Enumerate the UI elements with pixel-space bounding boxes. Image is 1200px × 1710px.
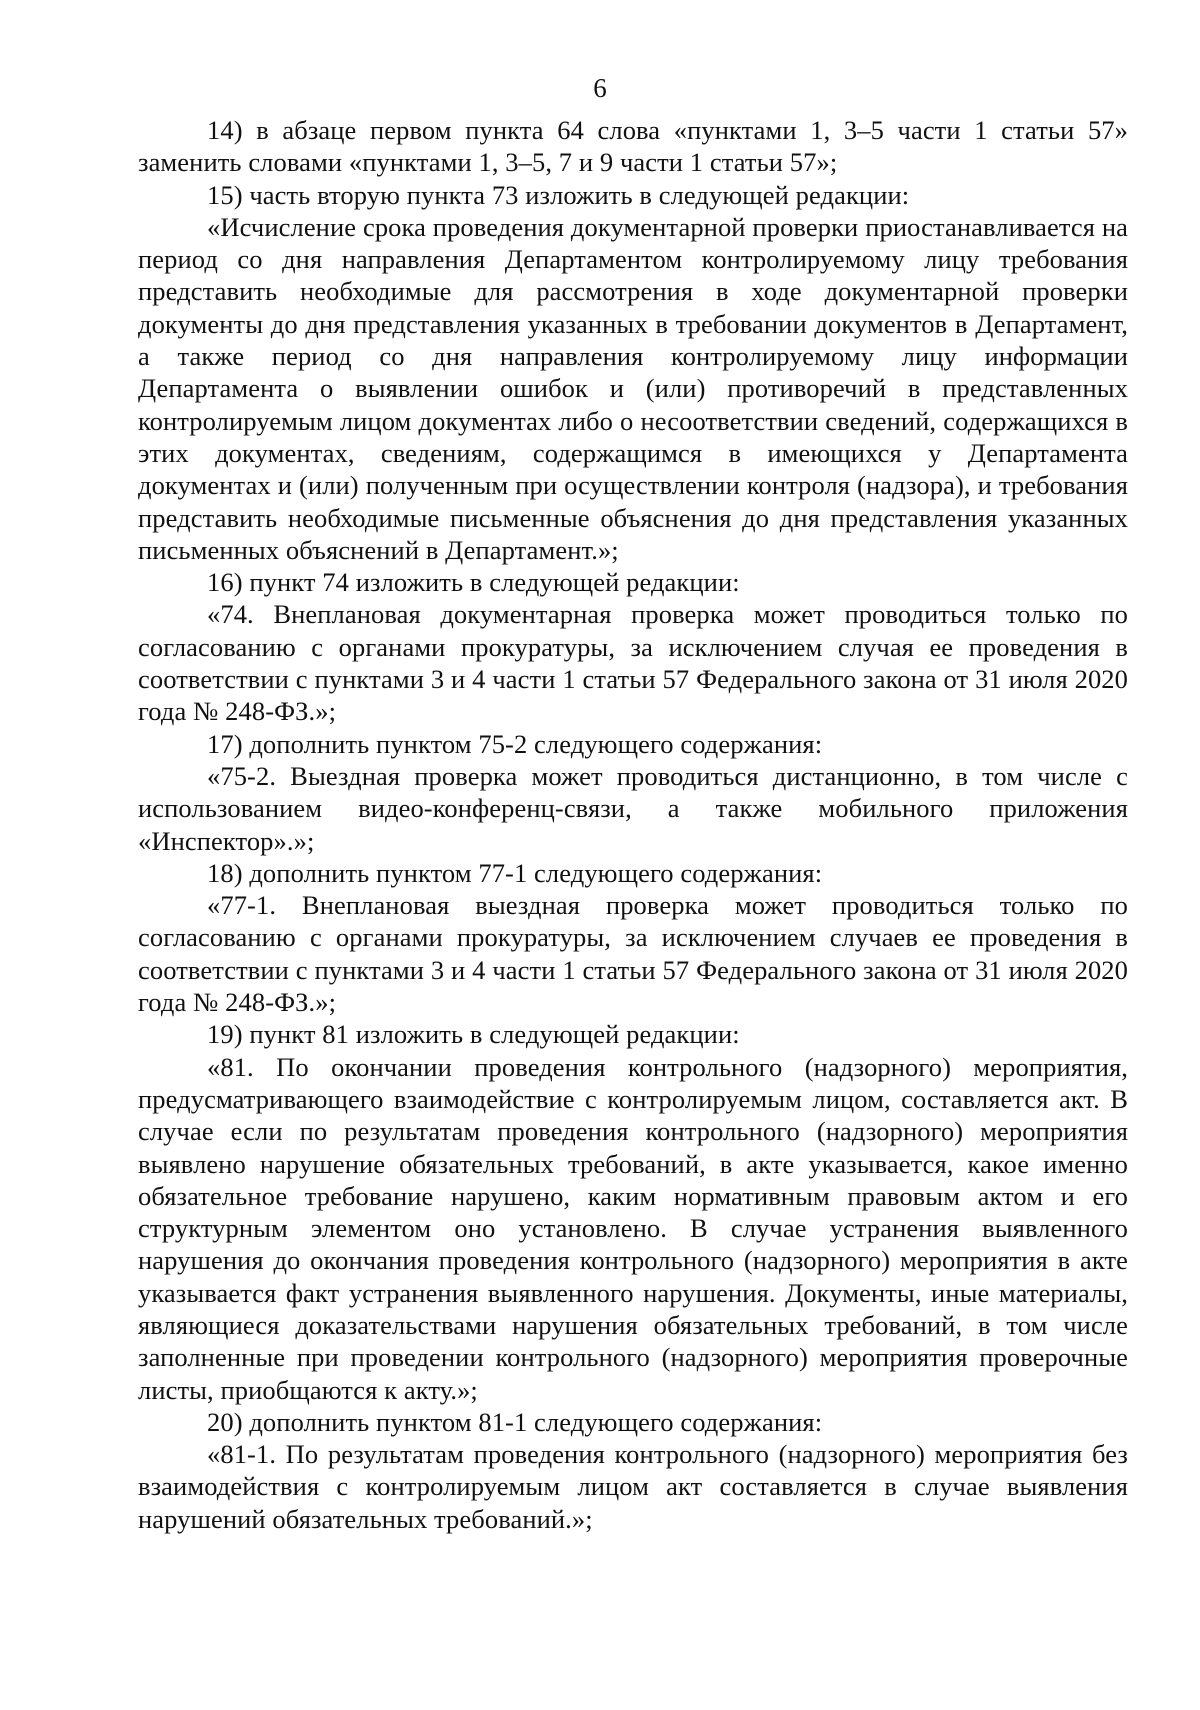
paragraph-item-20: 20) дополнить пунктом 81-1 следующего содержания: (207, 1406, 823, 1437)
paragraph-item-16: 16) пункт 74 изложить в следующей редакции: (207, 567, 740, 598)
paragraph-item-17: 17) дополнить пунктом 75-2 следующего содержания: (207, 728, 823, 759)
paragraph-quote-73: «Исчисление срока проведения документарной проверки приостанавливается на период со дня направления Департаментом контролируемому лицу требования представить необходимые для рассмотрения в ходе документарной проверки документы до дня представления указанных в требовании документов в Департамент, а также период со дня направления контролируемому лицу информации Департамента о выявлении ошибок и (или) противоречий в представленных контролируемым лицом документах либо о несоответствии сведений, содержащихся в этих документах, сведениям, содержащимся в имеющихся у Департамента документах и (или) полученным при осуществлении контроля (надзора), и требования представить необходимые письменные объяснения до дня представления указанных письменных объяснений в Департамент.»; (138, 211, 1128, 565)
paragraph-quote-75-2: «75-2. Выездная проверка может проводиться дистанционно, в том числе с использованием видео-конференц-связи, а также мобильного приложения «Инспектор».»; (138, 760, 1128, 856)
paragraph-item-19: 19) пункт 81 изложить в следующей редакции: (207, 1019, 740, 1050)
paragraph-quote-77-1: «77-1. Внеплановая выездная проверка может проводиться только по согласованию с органами прокуратуры, за исключением случаев ее проведения в соответствии с пунктами 3 и 4 части 1 статьи 57 Федерального закона от 31 июля 2020 года № 248-ФЗ.»; (138, 890, 1128, 1018)
paragraph-quote-74: «74. Внеплановая документарная проверка может проводиться только по согласованию с органами прокуратуры, за исключением случая ее проведения в соответствии с пунктами 3 и 4 части 1 статьи 57 Федерального закона от 31 июля 2020 года № 248-ФЗ.»; (138, 599, 1128, 727)
paragraph-item-14: 14) в абзаце первом пункта 64 слова «пунктами 1, 3–5 части 1 статьи 57» заменить словами «пунктами 1, 3–5, 7 и 9 части 1 статьи 57»; (138, 115, 1128, 178)
paragraph-item-18: 18) дополнить пунктом 77-1 следующего содержания: (207, 857, 823, 888)
paragraph-item-15: 15) часть вторую пункта 73 изложить в следующей редакции: (207, 179, 910, 210)
document-body (138, 114, 1128, 1535)
paragraph-quote-81-1: «81-1. По результатам проведения контрольного (надзорного) мероприятия без взаимодействия с контролируемым лицом акт составляется в случае выявления нарушений обязательных требований.»; (138, 1439, 1128, 1534)
page-number: 6 (593, 73, 607, 103)
paragraph-quote-81: «81. По окончании проведения контрольного (надзорного) мероприятия, предусматривающего взаимодействие с контролируемым лицом, составляется акт. В случае если по результатам проведения контрольного (надзорного) мероприятия выявлено нарушение обязательных требований, в акте указывается, какое именно обязательное требование нарушено, каким нормативным правовым актом и его структурным элементом оно установлено. В случае устранения выявленного нарушения до окончания проведения контрольного (надзорного) мероприятия в акте указывается факт устранения выявленного нарушения. Документы, иные материалы, являющиеся доказательствами нарушения обязательных требований, в том числе заполненные при проведении контрольного (надзорного) мероприятия проверочные листы, приобщаются к акту.»; (138, 1051, 1128, 1405)
